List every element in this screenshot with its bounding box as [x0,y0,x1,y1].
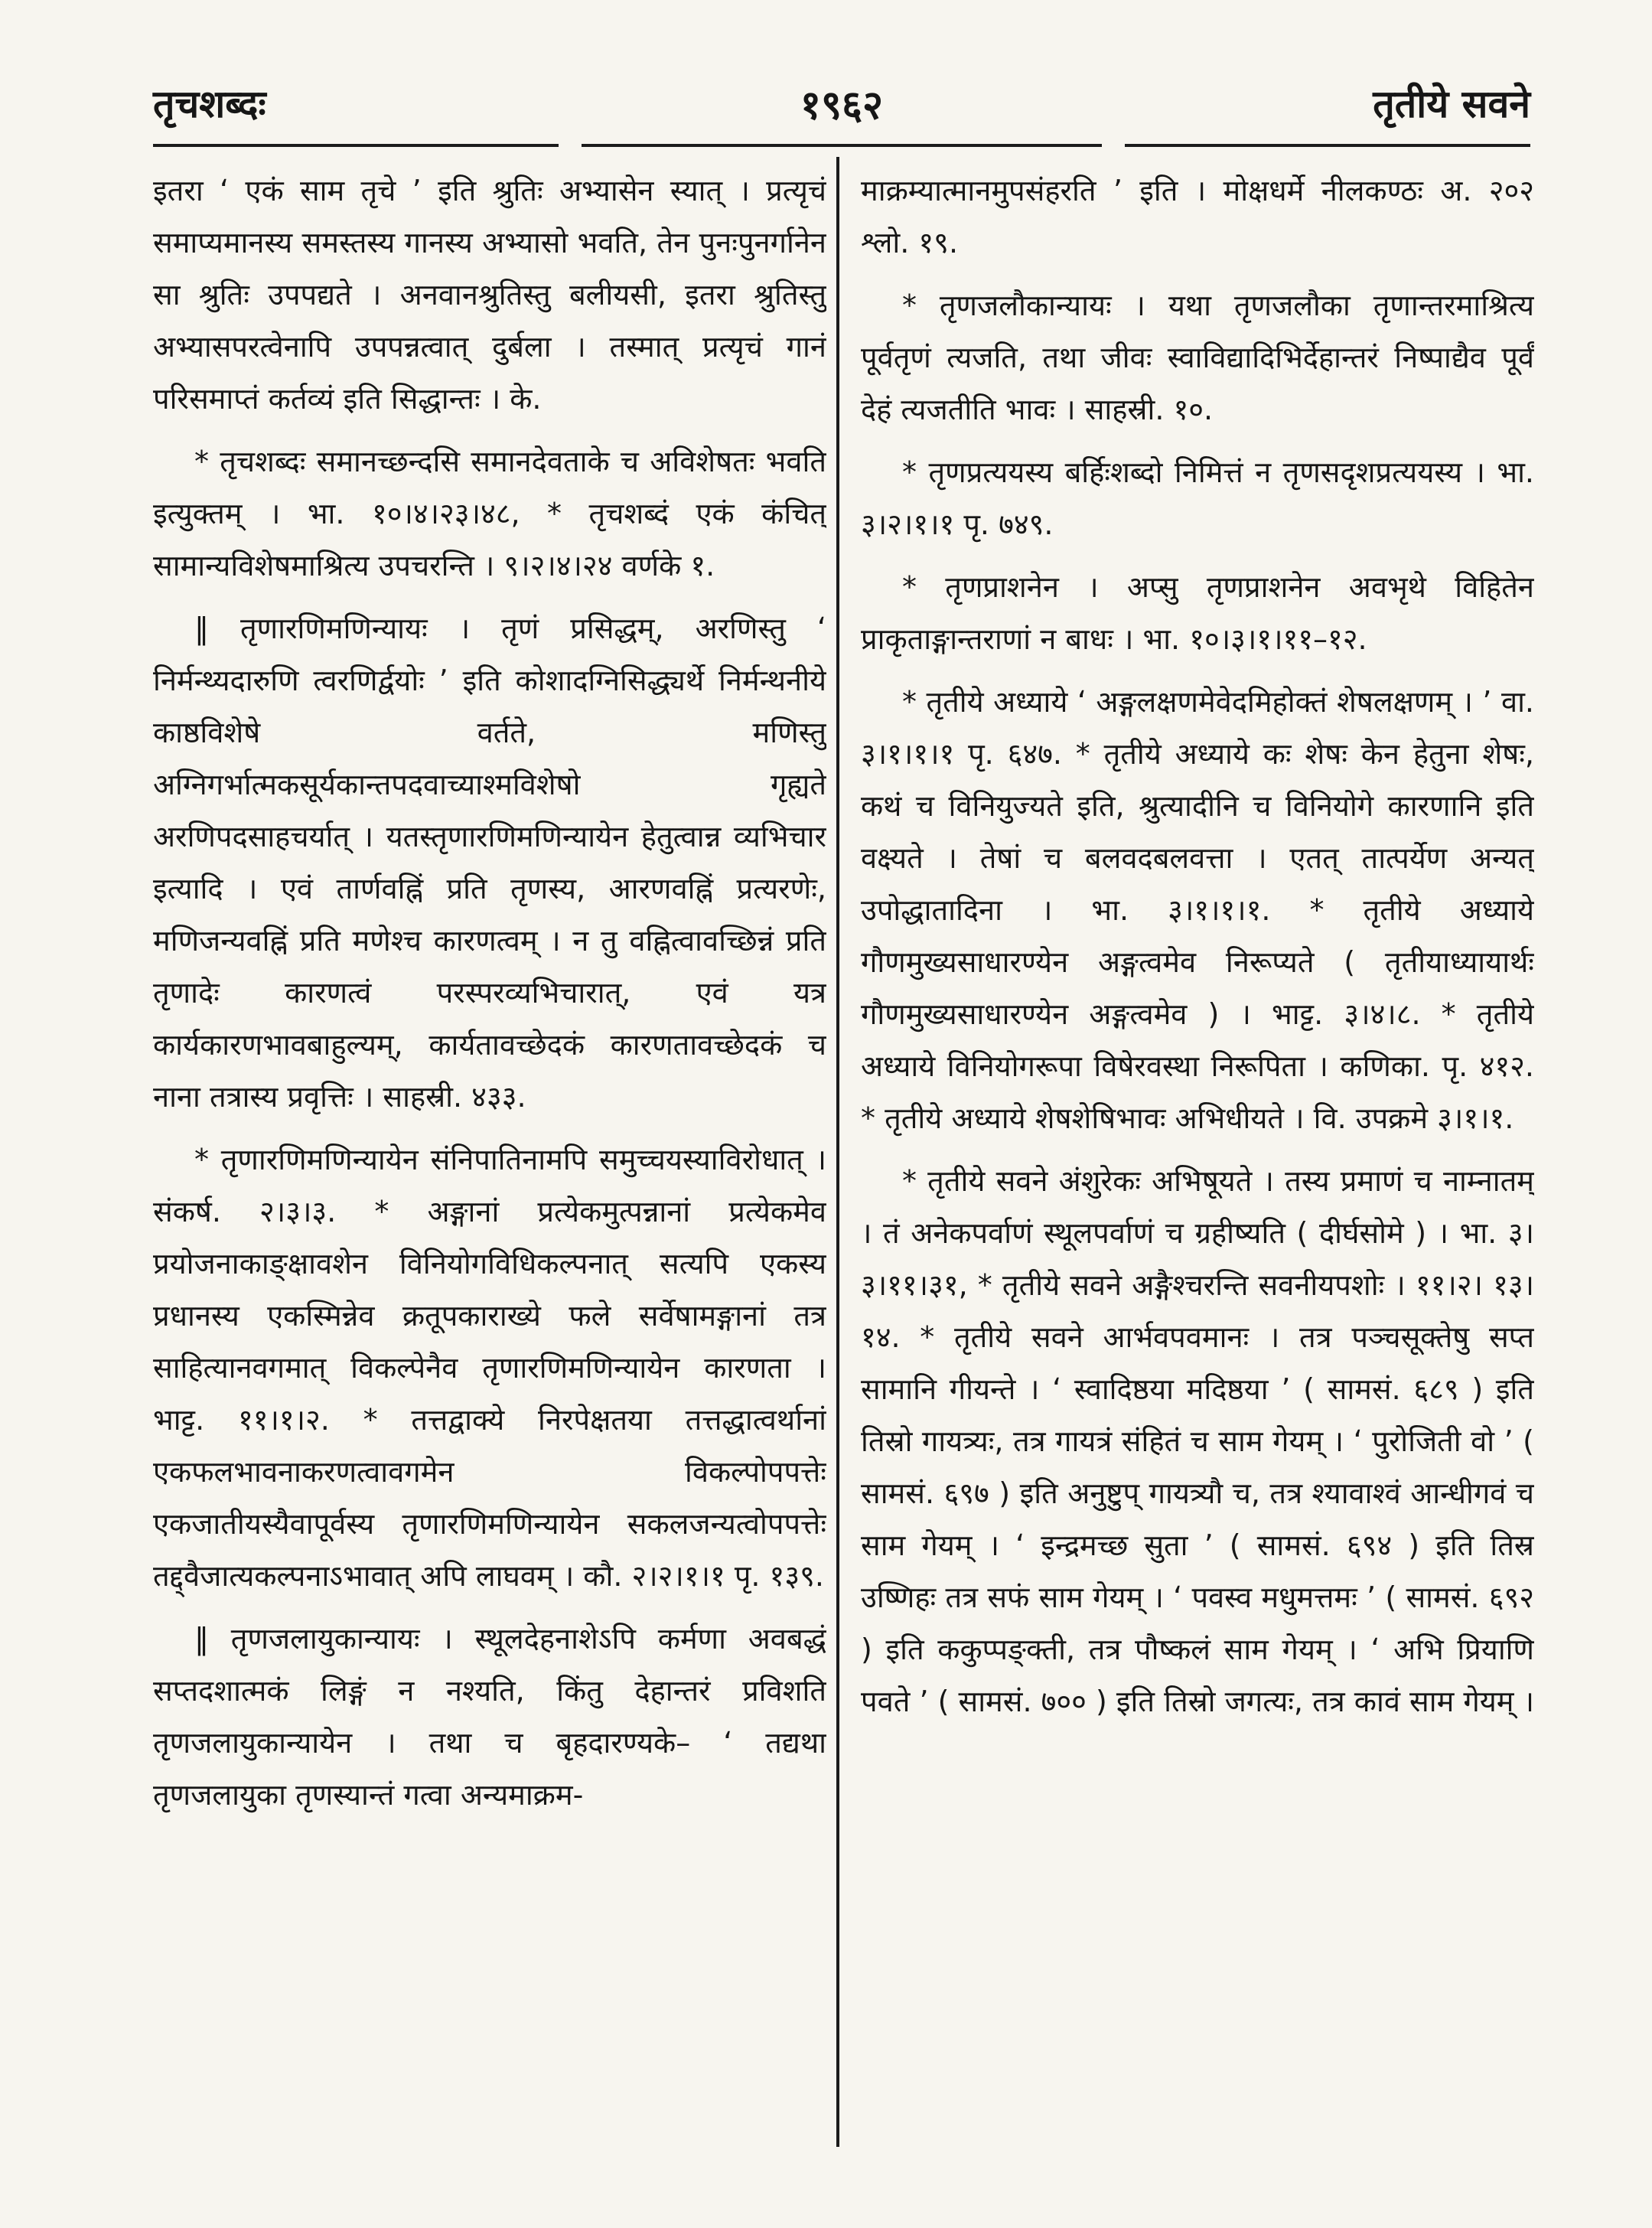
paragraph: माक्रम्यात्मानमुपसंहरति ’ इति । मोक्षधर्मे नीलकण्ठः अ. २०२ श्लो. १९. [861,174,1534,259]
paragraph: * तृणप्रत्ययस्य बर्हिःशब्दो निमित्तं न तृणसदृशप्रत्ययस्य । भा. ३।२।१।१ पृ. ७४९. [861,455,1534,541]
running-head-right: तृतीये सवने [1373,82,1530,126]
column-divider [836,157,839,2147]
paragraph: * तृणजलौकान्यायः । यथा तृणजलौका तृणान्तरमाश्रित्य पूर्वतृणं त्यजति, तथा जीवः स्वाविद्यादिभिर्देहान्तरं निष्पाद्यैव पूर्वं देहं त्यजतीति भावः । साहस्री. १०. [861,289,1534,426]
paragraph: * तृणप्राशनेन । अप्सु तृणप्राशनेन अवभृथे विहितेन प्राकृताङ्गान्तराणां न बाधः । भा. १०।३।१।११–१२. [861,570,1534,656]
paragraph: * तृतीये अध्याये ‘ अङ्गलक्षणमेवेदमिहोक्तं शेषलक्षणम् । ’ वा. ३।१।१।१ पृ. ६४७. * तृतीये अध्याये कः शेषः केन हेतुना शेषः, कथं च विनियुज्यते इति, श्रुत्यादीनि च विनियोगे कारणानि इति वक्ष्यते । तेषां च बलवदबलवत्ता । एतत् तात्पर्येण अन्यत् उपोद्धातादिना । भा. ३।१।१।१. * तृतीये अध्याये गौणमुख्यसाधारण्येन अङ्गत्वमेव निरूप्यते ( तृतीयाध्यायार्थः गौणमुख्यसाधारण्येन अङ्गत्वमेव ) । भाट्ट. ३।४।८. * तृतीये अध्याये विनियोगरूपा विषेरवस्था निरूपिता । कणिका. पृ. ४१२. * तृतीये अध्याये शेषशेषिभावः अभिधीयते । वि. उपक्रमे ३।१।१. [861,685,1534,1135]
paragraph: ‖ तृणारणिमणिन्यायः । तृणं प्रसिद्धम्, अरणिस्तु ‘ निर्मन्थ्यदारुणि त्वरणिर्द्वयोः ’ इति कोशादग्निसिद्ध्यर्थे निर्मन्थनीये काष्ठविशेषे वर्तते, मणिस्तु अग्निगर्भात्मकसूर्यकान्तपदवाच्याश्मविशेषो गृह्यते अरणिपदसाहचर्यात् । यतस्तृणारणिमणिन्यायेन हेतुत्वान्न व्यभिचार इत्यादि । एवं तार्णवह्निं प्रति तृणस्य, आरणवह्निं प्रत्यरणेः, मणिजन्यवह्निं प्रति मणेश्च कारणत्वम् । न तु वह्नित्वावच्छिन्नं प्रति तृणादेः कारणत्वं परस्परव्यभिचारात्, एवं यत्र कार्यकारणभावबाहुल्यम्, कार्यतावच्छेदकं कारणतावच्छेदकं च नाना तत्रास्य प्रवृत्तिः । साहस्री. ४३३. [153,612,826,1114]
paragraph: ‖ तृणजलायुकान्यायः । स्थूलदेहनाशेऽपि कर्मणा अवबद्धं सप्तदशात्मकं लिङ्गं न नश्यति, किंतु देहान्तरं प्रविशति तृणजलायुकान्यायेन । तथा च बृहदारण्यके– ‘ तद्यथा तृणजलायुका तृणस्यान्तं गत्वा अन्यमाक्रम- [153,1622,826,1812]
right-column [861,165,1534,2170]
left-column [153,165,826,2170]
paragraph: इतरा ‘ एकं साम तृचे ’ इति श्रुतिः अभ्यासेन स्यात् । प्रत्यृचं समाप्यमानस्य समस्तस्य गानस्य अभ्यासो भवति, तेन पुनःपुनर्गानेन सा श्रुतिः उपपद्यते । अनवानश्रुतिस्तु बलीयसी, इतरा श्रुतिस्तु अभ्यासपरत्वेनापि उपपन्नत्वात् दुर्बला । तस्मात् प्रत्यृचं गानं परिसमाप्तं कर्तव्यं इति सिद्धान्तः । के. [153,174,826,416]
page-number: १९६२ [800,83,884,129]
header-rule [153,144,1530,148]
page-header [153,77,1530,138]
paragraph: * तृचशब्दः समानच्छन्दसि समानदेवताके च अविशेषतः भवति इत्युक्तम् । भा. १०।४।२३।४८, * तृचशब्दं एकं कंचित् सामान्यविशेषमाश्रित्य उपचरन्ति । ९।२।४।२४ वर्णके १. [153,445,826,582]
paragraph: * तृणारणिमणिन्यायेन संनिपातिनामपि समुच्चयस्याविरोधात् । संकर्ष. २।३।३. * अङ्गानां प्रत्येकमुत्पन्नानां प्रत्येकमेव प्रयोजनाकाङ्क्षावशेन विनियोगविधिकल्पनात् सत्यपि एकस्य प्रधानस्य एकस्मिन्नेव क्रतूपकाराख्ये फले सर्वेषामङ्गानां तत्र साहित्यानवगमात् विकल्पेनैव तृणारणिमणिन्यायेन कारणता । भाट्ट. ११।१।२. * तत्तद्वाक्ये निरपेक्षतया तत्तद्धात्वर्थानां एकफलभावनाकरणत्वावगमेन विकल्पोपपत्तेः एकजातीयस्यैवापूर्वस्य तृणारणिमणिन्यायेन सकलजन्यत्वोपपत्तेः तद्द्वैजात्यकल्पनाऽभावात् अपि लाघवम् । कौ. २।२।१।१ पृ. १३९. [153,1143,826,1593]
running-head-left: तृचशब्दः [153,82,266,126]
paragraph: * तृतीये सवने अंशुरेकः अभिषूयते । तस्य प्रमाणं च नाम्नातम् । तं अनेकपर्वाणं स्थूलपर्वाणं च ग्रहीष्यति ( दीर्घसोमे ) । भा. ३।३।११।३१, * तृतीये सवने अङ्गैश्चरन्ति सवनीयपशोः । ११।२। १३।१४. * तृतीये सवने आर्भवपवमानः । तत्र पञ्चसूक्तेषु सप्त सामानि गीयन्ते । ‘ स्वादिष्ठया मदिष्ठया ’ ( सामसं. ६८९ ) इति तिस्रो गायत्र्यः, तत्र गायत्रं संहितं च साम गेयम् । ‘ पुरोजिती वो ’ ( सामसं. ६९७ ) इति अनुष्टुप् गायत्र्यौ च, तत्र श्यावाश्वं आन्धीगवं च साम गेयम् । ‘ इन्द्रमच्छ सुता ’ ( सामसं. ६९४ ) इति तिस्र उष्णिहः तत्र सफं साम गेयम् । ‘ पवस्व मधुमत्तमः ’ ( सामसं. ६९२ ) इति ककुप्पङ्क्ती, तत्र पौष्कलं साम गेयम् । ‘ अभि प्रियाणि पवते ’ ( सामसं. ७०० ) इति तिस्रो जगत्यः, तत्र कावं साम गेयम् । [861,1164,1534,1718]
